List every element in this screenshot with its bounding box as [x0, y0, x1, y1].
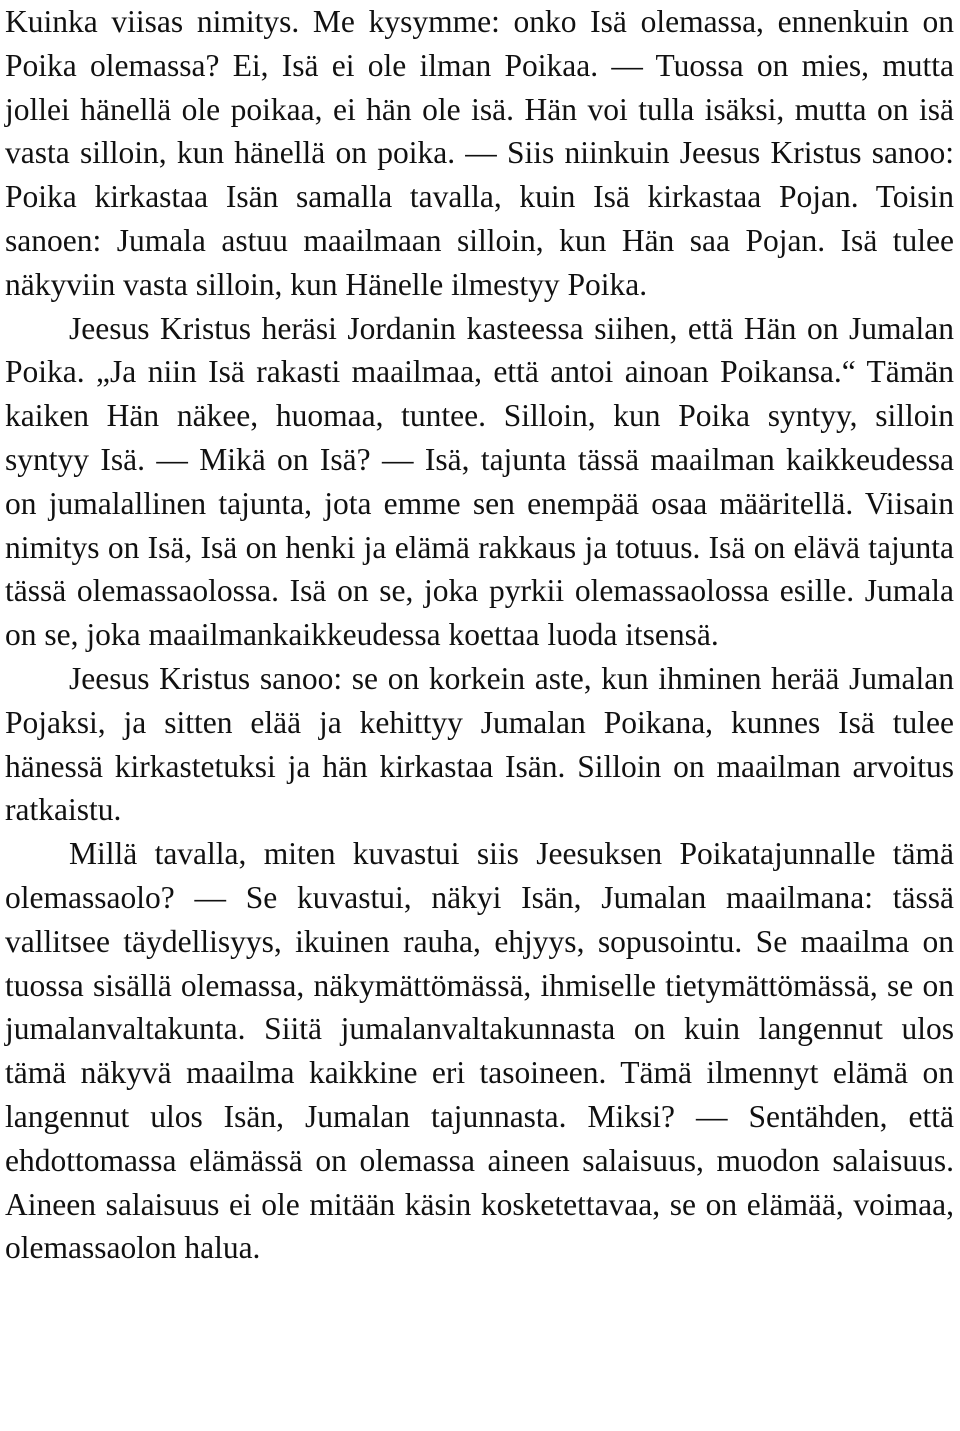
- paragraph-3: Jeesus Kristus sanoo: se on korkein aste, kun ihminen herää Jumalan Pojaksi, ja sitten elää ja kehittyy Jumalan Poikana, kunnes Isä tulee hänessä kirkastetuksi ja hän kirkastaa Isän. Silloin on maailman arvoitus ratkaistu.: [5, 660, 954, 828]
- paragraph-2: Jeesus Kristus heräsi Jordanin kasteessa siihen, että Hän on Jumalan Poika. „Ja niin Isä rakasti maailmaa, että antoi ainoan Poikansa.“ Tämän kaiken Hän näkee, huomaa, tuntee. Silloin, kun Poika syntyy, silloin syntyy Isä. — Mikä on Isä? — Isä, tajunta tässä maailman kaikkeudessa on jumalallinen tajunta, jota emme sen enempää osaa määritellä. Viisain nimitys on Isä, Isä on henki ja elämä rakkaus ja totuus. Isä on elävä tajunta tässä olemassaolossa. Isä on se, joka pyrkii olemassaolossa esille. Jumala on se, joka maailmankaikkeudessa koettaa luoda itsensä.: [5, 310, 954, 653]
- paragraph-1: Kuinka viisas nimitys. Me kysymme: onko Isä olemassa, ennenkuin on Poika olemassa? Ei, Isä ei ole ilman Poikaa. — Tuossa on mies, mutta jollei hänellä ole poikaa, ei hän ole isä. Hän voi tulla isäksi, mutta on isä vasta silloin, kun hänellä on poika. — Siis niinkuin Jeesus Kristus sanoo: Poika kirkastaa Isän samalla tavalla, kuin Isä kirkastaa Pojan. Toisin sanoen: Jumala astuu maailmaan silloin, kun Hän saa Pojan. Isä tulee näkyviin vasta silloin, kun Hänelle ilmestyy Poika.: [5, 4, 954, 302]
- paragraph-4: Millä tavalla, miten kuvastui siis Jeesuksen Poikatajunnalle tämä olemassaolo? — Se kuvastui, näkyi Isän, Jumalan maailmana: tässä vallitsee täydellisyys, ikuinen rauha, ehjyys, sopusointu. Se maailma on tuossa sisällä olemassa, näkymättömässä, ihmiselle tietymättömässä, se on jumalanvaltakunta. Siitä jumalanvaltakunnasta on kuin langennut ulos tämä näkyvä maailma kaikkine eri tasoineen. Tämä ilmennyt elämä on langennut ulos Isän, Jumalan tajunnasta. Miksi? — Sentähden, että ehdottomassa elämässä on olemassa aineen salaisuus, muodon salaisuus. Aineen salaisuus ei ole mitään käsin kosketettavaa, se on elämää, voimaa, olemassaolon halua.: [5, 836, 954, 1266]
